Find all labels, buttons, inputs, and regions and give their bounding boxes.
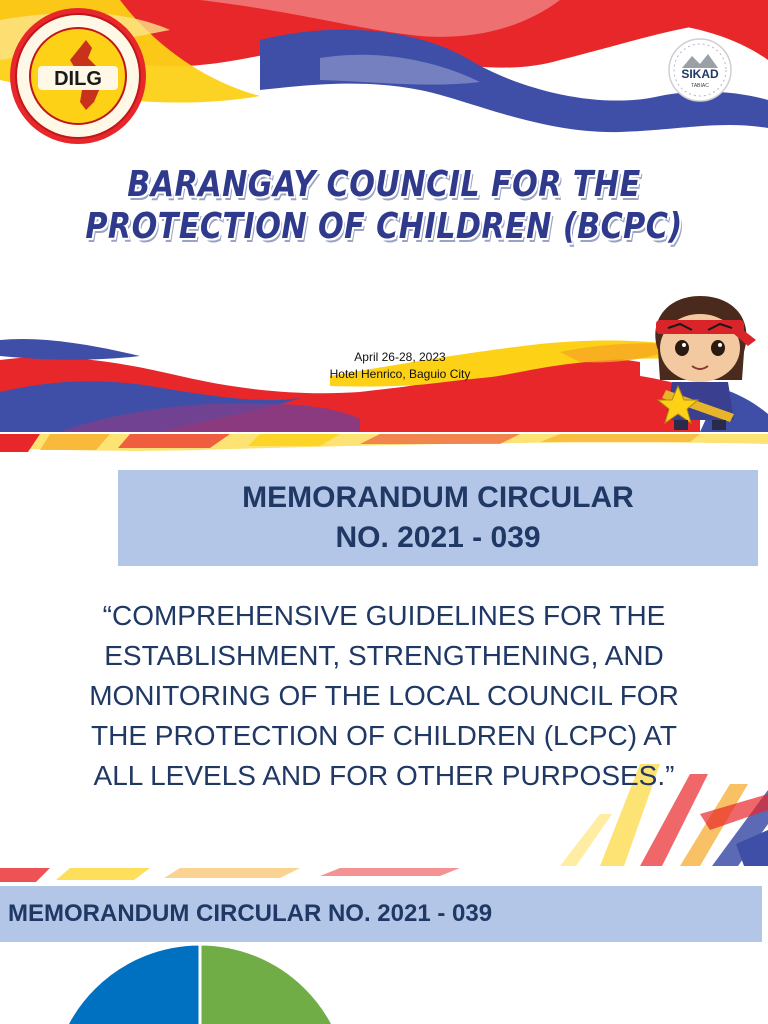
- title-slide: [0, 0, 768, 432]
- pie-diagram: [50, 944, 350, 1024]
- sikad-logo-text: SIKAD: [681, 67, 719, 81]
- memorandum-title-banner: [118, 470, 758, 566]
- event-info: [300, 349, 500, 383]
- memorandum-detail-banner: [0, 886, 762, 942]
- sikad-logo: [668, 38, 732, 102]
- quote-line: ALL LEVELS AND FOR OTHER PURPOSES.”: [93, 760, 675, 791]
- dilg-logo: [8, 6, 148, 146]
- memorandum-detail-slide: [0, 868, 768, 1024]
- dilg-logo-text: DILG: [54, 68, 102, 90]
- quote-line: “COMPREHENSIVE GUIDELINES FOR THE: [102, 600, 666, 631]
- quote-line: MONITORING OF THE LOCAL COUNCIL FOR: [89, 680, 679, 711]
- quote-line: ESTABLISHMENT, STRENGTHENING, AND: [104, 640, 664, 671]
- memorandum-detail-title: MEMORANDUM CIRCULAR NO. 2021 - 039: [8, 900, 493, 927]
- pie-segment-blue: [50, 944, 200, 1024]
- sikad-logo-subtext: TABIAC: [691, 83, 709, 89]
- memorandum-title-line2: NO. 2021 - 039: [335, 521, 541, 554]
- memorandum-title-line1: MEMORANDUM CIRCULAR: [242, 481, 634, 514]
- event-date: April 26-28, 2023: [354, 350, 446, 364]
- child-mascot-icon: [638, 290, 762, 432]
- event-venue: Hotel Henrico, Baguio City: [329, 367, 471, 381]
- pie-segment-green: [200, 944, 350, 1024]
- quote-line: THE PROTECTION OF CHILDREN (LCPC) AT: [91, 720, 677, 751]
- memorandum-slide: [0, 434, 768, 866]
- presentation-title-line1: BARANGAY COUNCIL FOR THE: [127, 164, 641, 205]
- presentation-title: [61, 164, 706, 248]
- memorandum-quote: [10, 596, 758, 796]
- presentation-title-line2: PROTECTION OF CHILDREN (BCPC): [85, 206, 683, 247]
- memorandum-title: [118, 478, 758, 558]
